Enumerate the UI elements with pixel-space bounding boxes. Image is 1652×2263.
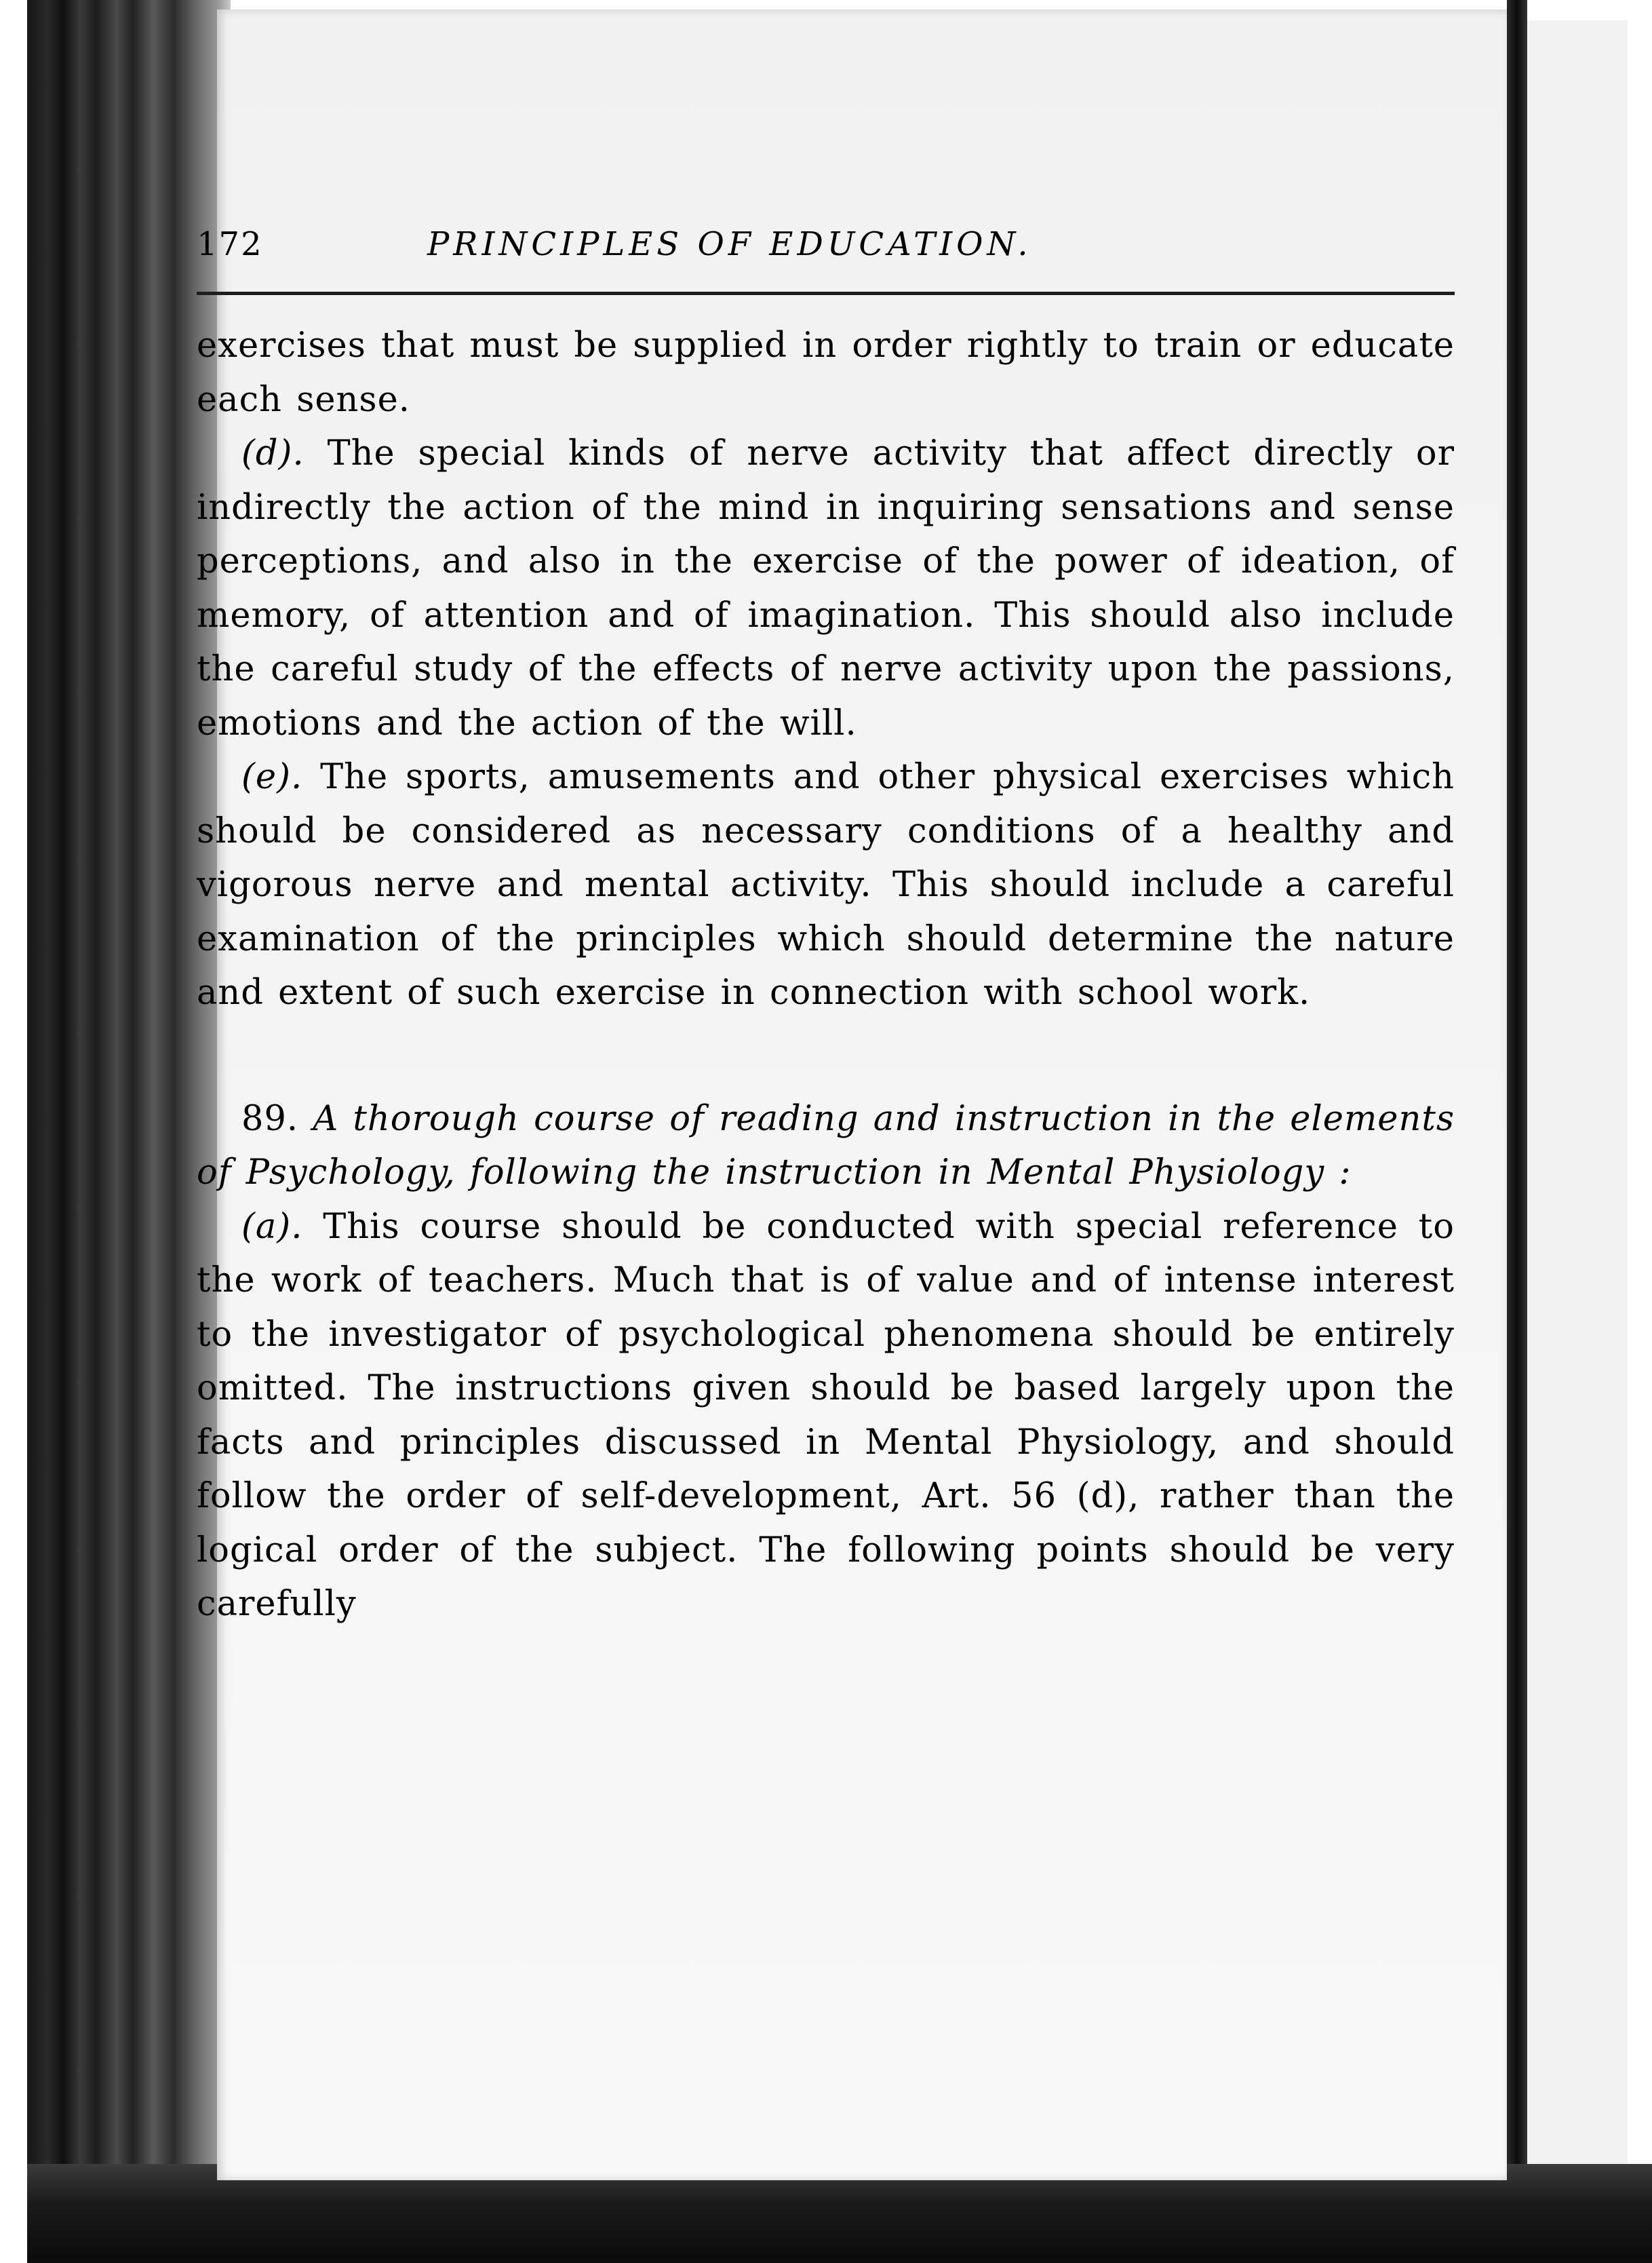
- section-number: 89.: [241, 1098, 299, 1139]
- paragraph-continuation: exercises that must be supplied in order rightly to train or educate each sense.: [197, 326, 1455, 420]
- page-number: 172: [197, 225, 263, 263]
- scan-margin-right: [1628, 0, 1652, 2263]
- paragraph-d-text: The special kinds of nerve activity that affect directly or indirectly the action of the mind in inquiring sensations and sense perceptions, and also in the exercise of the power of ideation, of memory, of attention and of imagination. This should also include the careful study of the effects of nerve activity upon the passions, emotions and the action of the will.: [197, 433, 1455, 743]
- section-89: [197, 1092, 1455, 1200]
- item-label-e: (e).: [241, 757, 303, 797]
- section-gap: [197, 1020, 1455, 1092]
- item-label-a: (a).: [241, 1206, 303, 1247]
- scan-margin-left: [0, 0, 27, 2263]
- paragraph-e-text: The sports, amusements and other physical exercises which should be considered as necessary conditions of a healthy and vigorous nerve and mental activity. This should include a careful examination of the principles which should determine the nature and extent of such exercise in connection with school work.: [197, 757, 1455, 1013]
- paragraph-d: [197, 427, 1455, 750]
- right-binding-edge: [1507, 0, 1527, 2191]
- running-head: [197, 217, 1455, 271]
- paragraph-a-text: This course should be conducted with special reference to the work of teachers. Much that is of value and of intense interest to the investigator of psychological phenomena should be entirely omitted. The instructions given should be based largely upon the facts and principles discussed in Mental Physiology, and should follow the order of self-development, Art. 56 (d), rather than the logical order of the subject. The following points should be very carefully: [197, 1206, 1455, 1624]
- paragraph-a: [197, 1200, 1455, 1631]
- item-label-d: (d).: [241, 433, 304, 473]
- book-title: PRINCIPLES OF EDUCATION.: [427, 225, 1032, 263]
- header-rule: [197, 292, 1455, 295]
- section-heading: A thorough course of reading and instruction in the elements of Psychology, following the instruction in Mental Physiology :: [197, 1098, 1455, 1193]
- body-text: [197, 319, 1455, 1631]
- paragraph-e: [197, 750, 1455, 1020]
